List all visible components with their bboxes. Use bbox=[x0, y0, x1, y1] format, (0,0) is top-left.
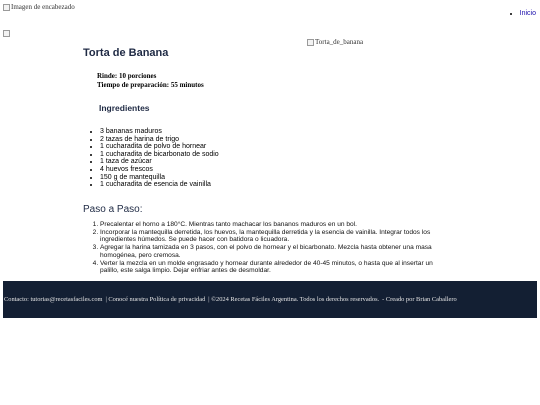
recipe-prep-time: Tiempo de preparación: 55 minutos bbox=[97, 80, 204, 89]
nav-item-inicio bbox=[520, 10, 536, 17]
step-item: 1. Precalentar el horno a 180°C. Mientras tanto machacar los bananos maduros en un bol. bbox=[100, 221, 445, 229]
ingredient-item: • 4 huevos frescos bbox=[100, 166, 219, 174]
ingredients-heading: Ingredientes bbox=[99, 103, 150, 113]
header-image bbox=[3, 3, 75, 11]
ingredient-item: • 1 cucharadita de bicarbonato de sodio bbox=[100, 151, 219, 159]
ingredient-item: • 1 taza de azúcar bbox=[100, 158, 219, 166]
nav-link-inicio[interactable]: Inicio bbox=[519, 10, 536, 17]
recipe-yield: Rinde: 10 porciones bbox=[97, 72, 157, 80]
recipe-image bbox=[307, 38, 363, 46]
header-image-alt: Imagen de encabezado bbox=[11, 3, 75, 11]
ingredient-item: • 1 cucharadita de polvo de hornear bbox=[100, 143, 219, 151]
step-item: 4. Verter la mezcla en un molde engrasado y hornear durante alrededor de 40-45 minutos, o hasta que al insertar un palillo, este salga limpio. Dejar enfriar antes de desmoldar. bbox=[100, 260, 445, 275]
recipe-meta bbox=[97, 72, 204, 89]
step-item: 2. Incorporar la mantequilla derretida, los huevos, la mantequilla derretida y la esencia de vainilla. Integrar todos los ingredientes húmedos. Se puede hacer con batidora o licuadora. bbox=[100, 229, 445, 244]
broken-image-icon bbox=[3, 30, 10, 37]
ingredient-item: • 1 cucharadita de esencia de vainilla bbox=[100, 181, 219, 189]
nav-list bbox=[510, 10, 536, 17]
footer-contact: Contacto: tutorias@recetasfaciles.com bbox=[4, 296, 103, 303]
step-item: 3. Agregar la harina tamizada en 3 pasos, con el polvo de hornear y el bicarbonato. Mezcla hasta obtener una masa homogénea, pero cremosa. bbox=[100, 244, 445, 259]
footer-copyright: | ©2024 Recetas Fáciles Argentina. Todos los derechos reservados. bbox=[208, 296, 380, 303]
broken-image-icon bbox=[307, 39, 314, 46]
footer-credit: - Creado por Brian Caballero bbox=[382, 296, 457, 303]
logo-image bbox=[3, 24, 11, 42]
ingredient-item: • 150 g de mantequilla bbox=[100, 174, 219, 182]
steps-heading: Paso a Paso: bbox=[83, 204, 143, 215]
recipe-image-alt: Torta_de_banana bbox=[315, 38, 364, 46]
ingredients-list bbox=[92, 128, 219, 189]
broken-image-icon bbox=[3, 4, 10, 11]
main-nav bbox=[510, 10, 536, 17]
recipe-title: Torta de Banana bbox=[83, 47, 169, 59]
steps-list bbox=[90, 221, 445, 275]
ingredient-item: • 3 bananas maduros bbox=[100, 128, 219, 136]
site-footer bbox=[3, 281, 537, 318]
ingredient-item: • 2 tazas de harina de trigo bbox=[100, 136, 219, 144]
footer-privacy-policy[interactable]: | Conocé nuestra Política de privacidad bbox=[105, 296, 206, 303]
